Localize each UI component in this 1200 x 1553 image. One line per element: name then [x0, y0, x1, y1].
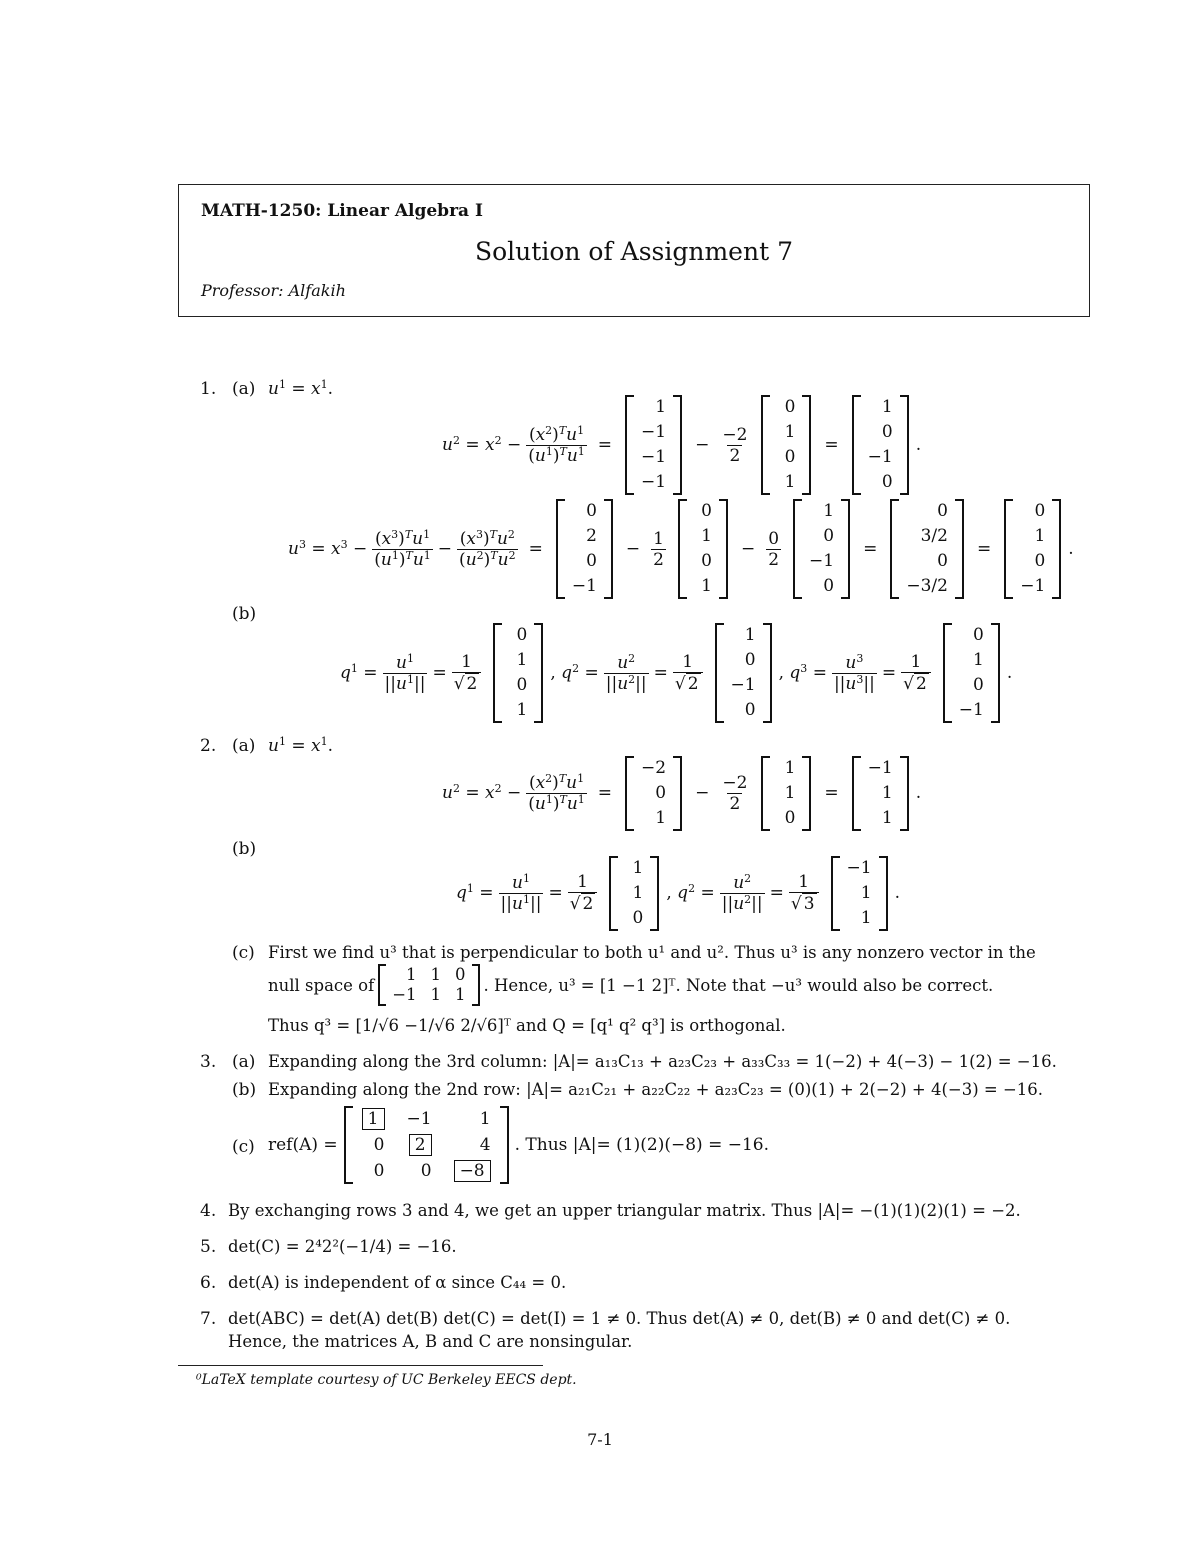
vector-q3-basis: 0 1 0 −1	[943, 623, 1000, 723]
problem-6-number: 6.	[200, 1273, 217, 1293]
vector-2-q2: −1 1 1	[831, 856, 888, 931]
problem-5-number: 5.	[200, 1237, 217, 1257]
problem-7-number: 7.	[200, 1309, 217, 1329]
problem-4-text: By exchanging rows 3 and 4, we get an upper triangular matrix. Thus |A|= −(1)(1)(2)(1) = −2.	[228, 1201, 1021, 1220]
problem-3c-text: ref(A) = 1 −1 1 0 2 4 0 0 −8 . Thus |A|= (1)(2)(−8) = −16.	[268, 1104, 769, 1186]
problem-2c-line3: Thus q³ = [1/√6 −1/√6 2/√6]ᵀ and Q = [q¹ q² q³] is orthogonal.	[268, 1016, 786, 1035]
problem-6-text: det(A) is independent of α since C₄₄ = 0.	[228, 1273, 567, 1292]
professor-name: Professor: Alfakih	[201, 281, 346, 300]
vector-u2-b: 1 0 −1 0	[793, 499, 850, 599]
header-box	[178, 184, 1090, 317]
problem-2a-label: (a)	[232, 736, 256, 756]
equation-1a-u3: $u^3 = x^3$ − $\frac{(x^3)^Tu^1}{(u^1)^Tu^1}$ − $\frac{(x^3)^Tu^2}{(u^2)^Tu^2}$ = 0 2 0 −1 − $\frac{1}{2}$ 0 1 0 1 − $\frac{0}{2}$ 1 0 −1 0 = 0 3/2 0 −3/2 = 0 1 0 −1 .	[288, 502, 1074, 596]
vector-2-u2: −1 1 1	[852, 756, 909, 831]
matrix-ref-a: 1 −1 1 0 2 4 0 0 −8	[344, 1106, 509, 1184]
page-number: 7-1	[587, 1430, 613, 1449]
vector-q2-basis: 1 0 −1 0	[715, 623, 772, 723]
page-title: Solution of Assignment 7	[475, 237, 793, 266]
problem-2c-line2: null space of 1 1 0 −1 1 1 . Hence, u³ = [1 −1 2]ᵀ. Note that −u³ would also be correct.	[268, 965, 994, 1004]
vector-2-x2: −2 0 1	[625, 756, 682, 831]
equation-1b-q: $q^1$ = $\frac{u^1}{||u^1||}$ = $\frac{1}{√ 2}$ 0 1 0 1 , $q^2$ = $\frac{u^2}{||u^2||}$ = $\frac{1}{√ 2}$ 1 0 −1 0 , $q^3$ = $\frac{u^3}{||u^3||}$ = $\frac{1}{√ 2}$ 0 1 0 −1 .	[340, 626, 1012, 720]
footnote-rule	[178, 1365, 543, 1366]
problem-2b-label: (b)	[232, 839, 257, 859]
problem-3b-text: Expanding along the 2nd row: |A|= a₂₁C₂₁ + a₂₂C₂₂ + a₂₃C₂₃ = (0)(1) + 2(−2) + 4(−3) = −16.	[268, 1080, 1044, 1099]
problem-3c-label: (c)	[232, 1137, 255, 1157]
problem-2c-label: (c)	[232, 943, 255, 963]
vector-u3: 0 1 0 −1	[1004, 499, 1061, 599]
vector-2-u1: 1 1 0	[761, 756, 811, 831]
vector-u3-raw: 0 3/2 0 −3/2	[890, 499, 964, 599]
problem-3b-label: (b)	[232, 1080, 257, 1100]
problem-2a-text: $u^1 = x^1$.	[268, 735, 334, 756]
matrix-2c: 1 1 0 −1 1 1	[378, 964, 479, 1006]
equation-2a-u2: $u^2 = x^2$ − $\frac{(x^2)^Tu^1}{(u^1)^Tu^1}$ = −2 0 1 − $\frac{-2}{2}$ 1 1 0 = −1 1 1 .	[442, 757, 921, 829]
problem-1a-text: $u^1 = x^1$.	[268, 378, 334, 399]
vector-q1-basis: 0 1 0 1	[493, 623, 543, 723]
vector-u1-b: 0 1 0 1	[678, 499, 728, 599]
problem-7-line2: Hence, the matrices A, B and C are nonsingular.	[228, 1332, 633, 1351]
problem-1b-label: (b)	[232, 604, 257, 624]
equation-2b-q: $q^1$ = $\frac{u^1}{||u^1||}$ = $\frac{1}{√ 2}$ 1 1 0 , $q^2$ = $\frac{u^2}{||u^2||}$ = $\frac{1}{√ 3}$ −1 1 1 .	[456, 856, 900, 930]
problem-1a-label: (a)	[232, 379, 256, 399]
vector-x3: 0 2 0 −1	[556, 499, 613, 599]
vector-2-q1: 1 1 0	[609, 856, 659, 931]
vector-x2: 1 −1 −1 −1	[625, 395, 682, 495]
course-title: MATH-1250: Linear Algebra I	[201, 201, 483, 221]
problem-7-line1: det(ABC) = det(A) det(B) det(C) = det(I) = 1 ≠ 0. Thus det(A) ≠ 0, det(B) ≠ 0 and det(C) ≠ 0.	[228, 1309, 1011, 1328]
problem-3a-label: (a)	[232, 1052, 256, 1072]
vector-u2: 1 0 −1 0	[852, 395, 909, 495]
problem-4-number: 4.	[200, 1201, 217, 1221]
footnote: ⁰LaTeX template courtesy of UC Berkeley EECS dept.	[196, 1372, 577, 1388]
problem-3-number: 3.	[200, 1052, 217, 1072]
problem-5-text: det(C) = 2⁴2²(−1/4) = −16.	[228, 1237, 457, 1256]
vector-u1: 0 1 0 1	[761, 395, 811, 495]
problem-2-number: 2.	[200, 736, 217, 756]
equation-1a-u2: $u^2 = x^2$ − $\frac{(x^2)^Tu^1}{(u^1)^Tu^1}$ = 1 −1 −1 −1 − $\frac{-2}{2}$ 0 1 0 1 = 1 0 −1 0 .	[442, 398, 921, 492]
problem-2c-line1: First we find u³ that is perpendicular to both u¹ and u². Thus u³ is any nonzero vector in the	[268, 943, 1036, 962]
problem-3a-text: Expanding along the 3rd column: |A|= a₁₃C₁₃ + a₂₃C₂₃ + a₃₃C₃₃ = 1(−2) + 4(−3) − 1(2) = −16.	[268, 1052, 1057, 1071]
problem-1-number: 1.	[200, 379, 217, 399]
